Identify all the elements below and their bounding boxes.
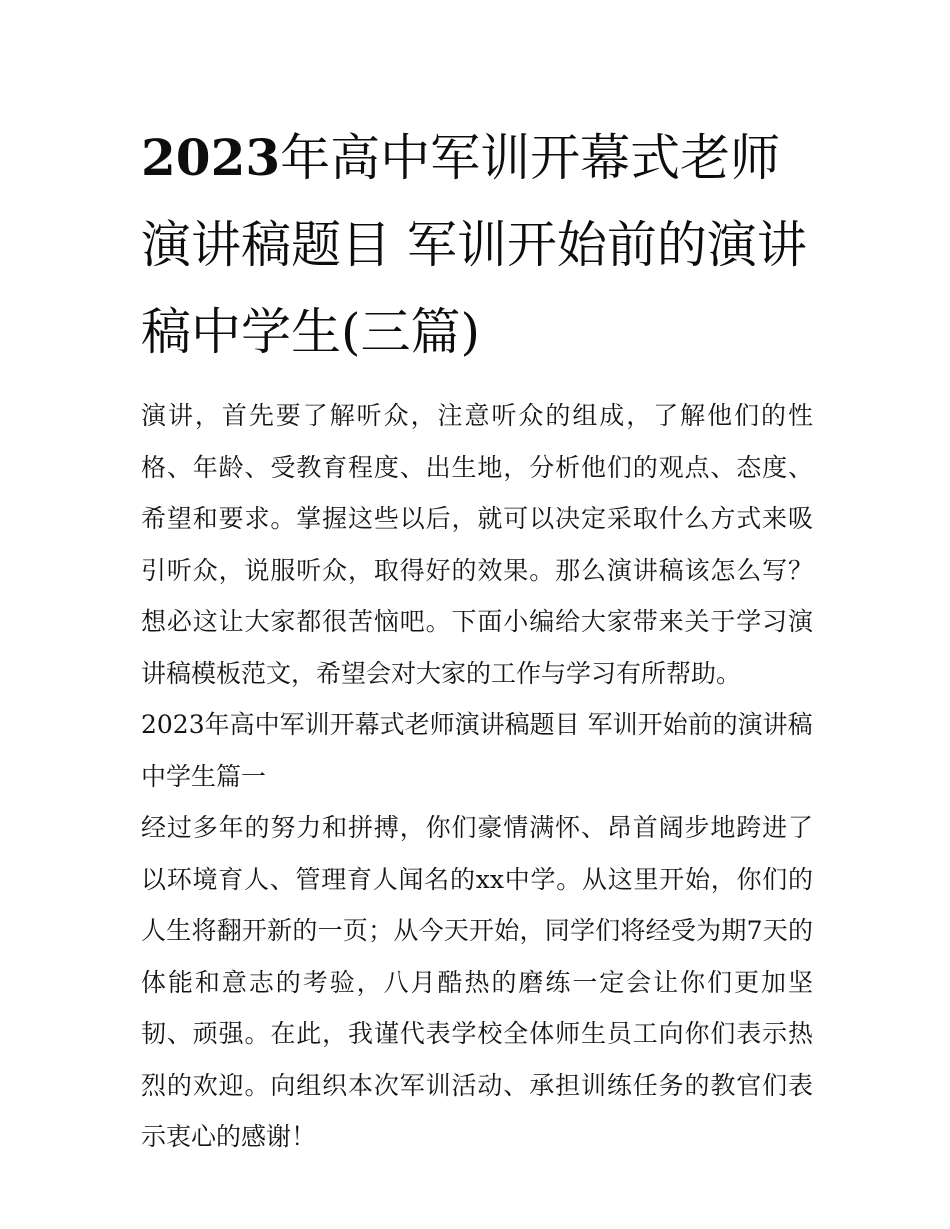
document-page <box>141 114 813 1163</box>
document-title <box>141 114 813 376</box>
intro-paragraph: 演讲，首先要了解听众，注意听众的组成，了解他们的性格、年龄、受教育程度、出生地，分析他们的观点、态度、希望和要求。掌握这些以后，就可以决定采取什么方式来吸引听众，说服听众，取得好的效果。那么演讲稿该怎么写？想必这让大家都很苦恼吧。下面小编给大家带来关于学习演讲稿模板范文，希望会对大家的工作与学习有所帮助。 <box>141 401 813 688</box>
section-body-paragraph: 经过多年的努力和拼搏，你们豪情满怀、昂首阔步地跨进了以环境育人、管理育人闻名的xx中学。从这里开始，你们的人生将翻开新的一页；从今天开始，同学们将经受为期7天的体能和意志的考验，八月酷热的磨练一定会让你们更加坚韧、顽强。在此，我谨代表学校全体师生员工向你们表示热烈的欢迎。向组织本次军训活动、承担训练任务的教官们表示衷心的感谢！ <box>141 813 813 1151</box>
title-text: 年高中军训开幕式老师演讲稿题目 军训开始前的演讲稿中学生(三篇) <box>141 129 807 361</box>
section-heading: 2023年高中军训开幕式老师演讲稿题目 军训开始前的演讲稿中学生篇一 <box>141 710 813 791</box>
title-year: 2023 <box>141 128 281 187</box>
